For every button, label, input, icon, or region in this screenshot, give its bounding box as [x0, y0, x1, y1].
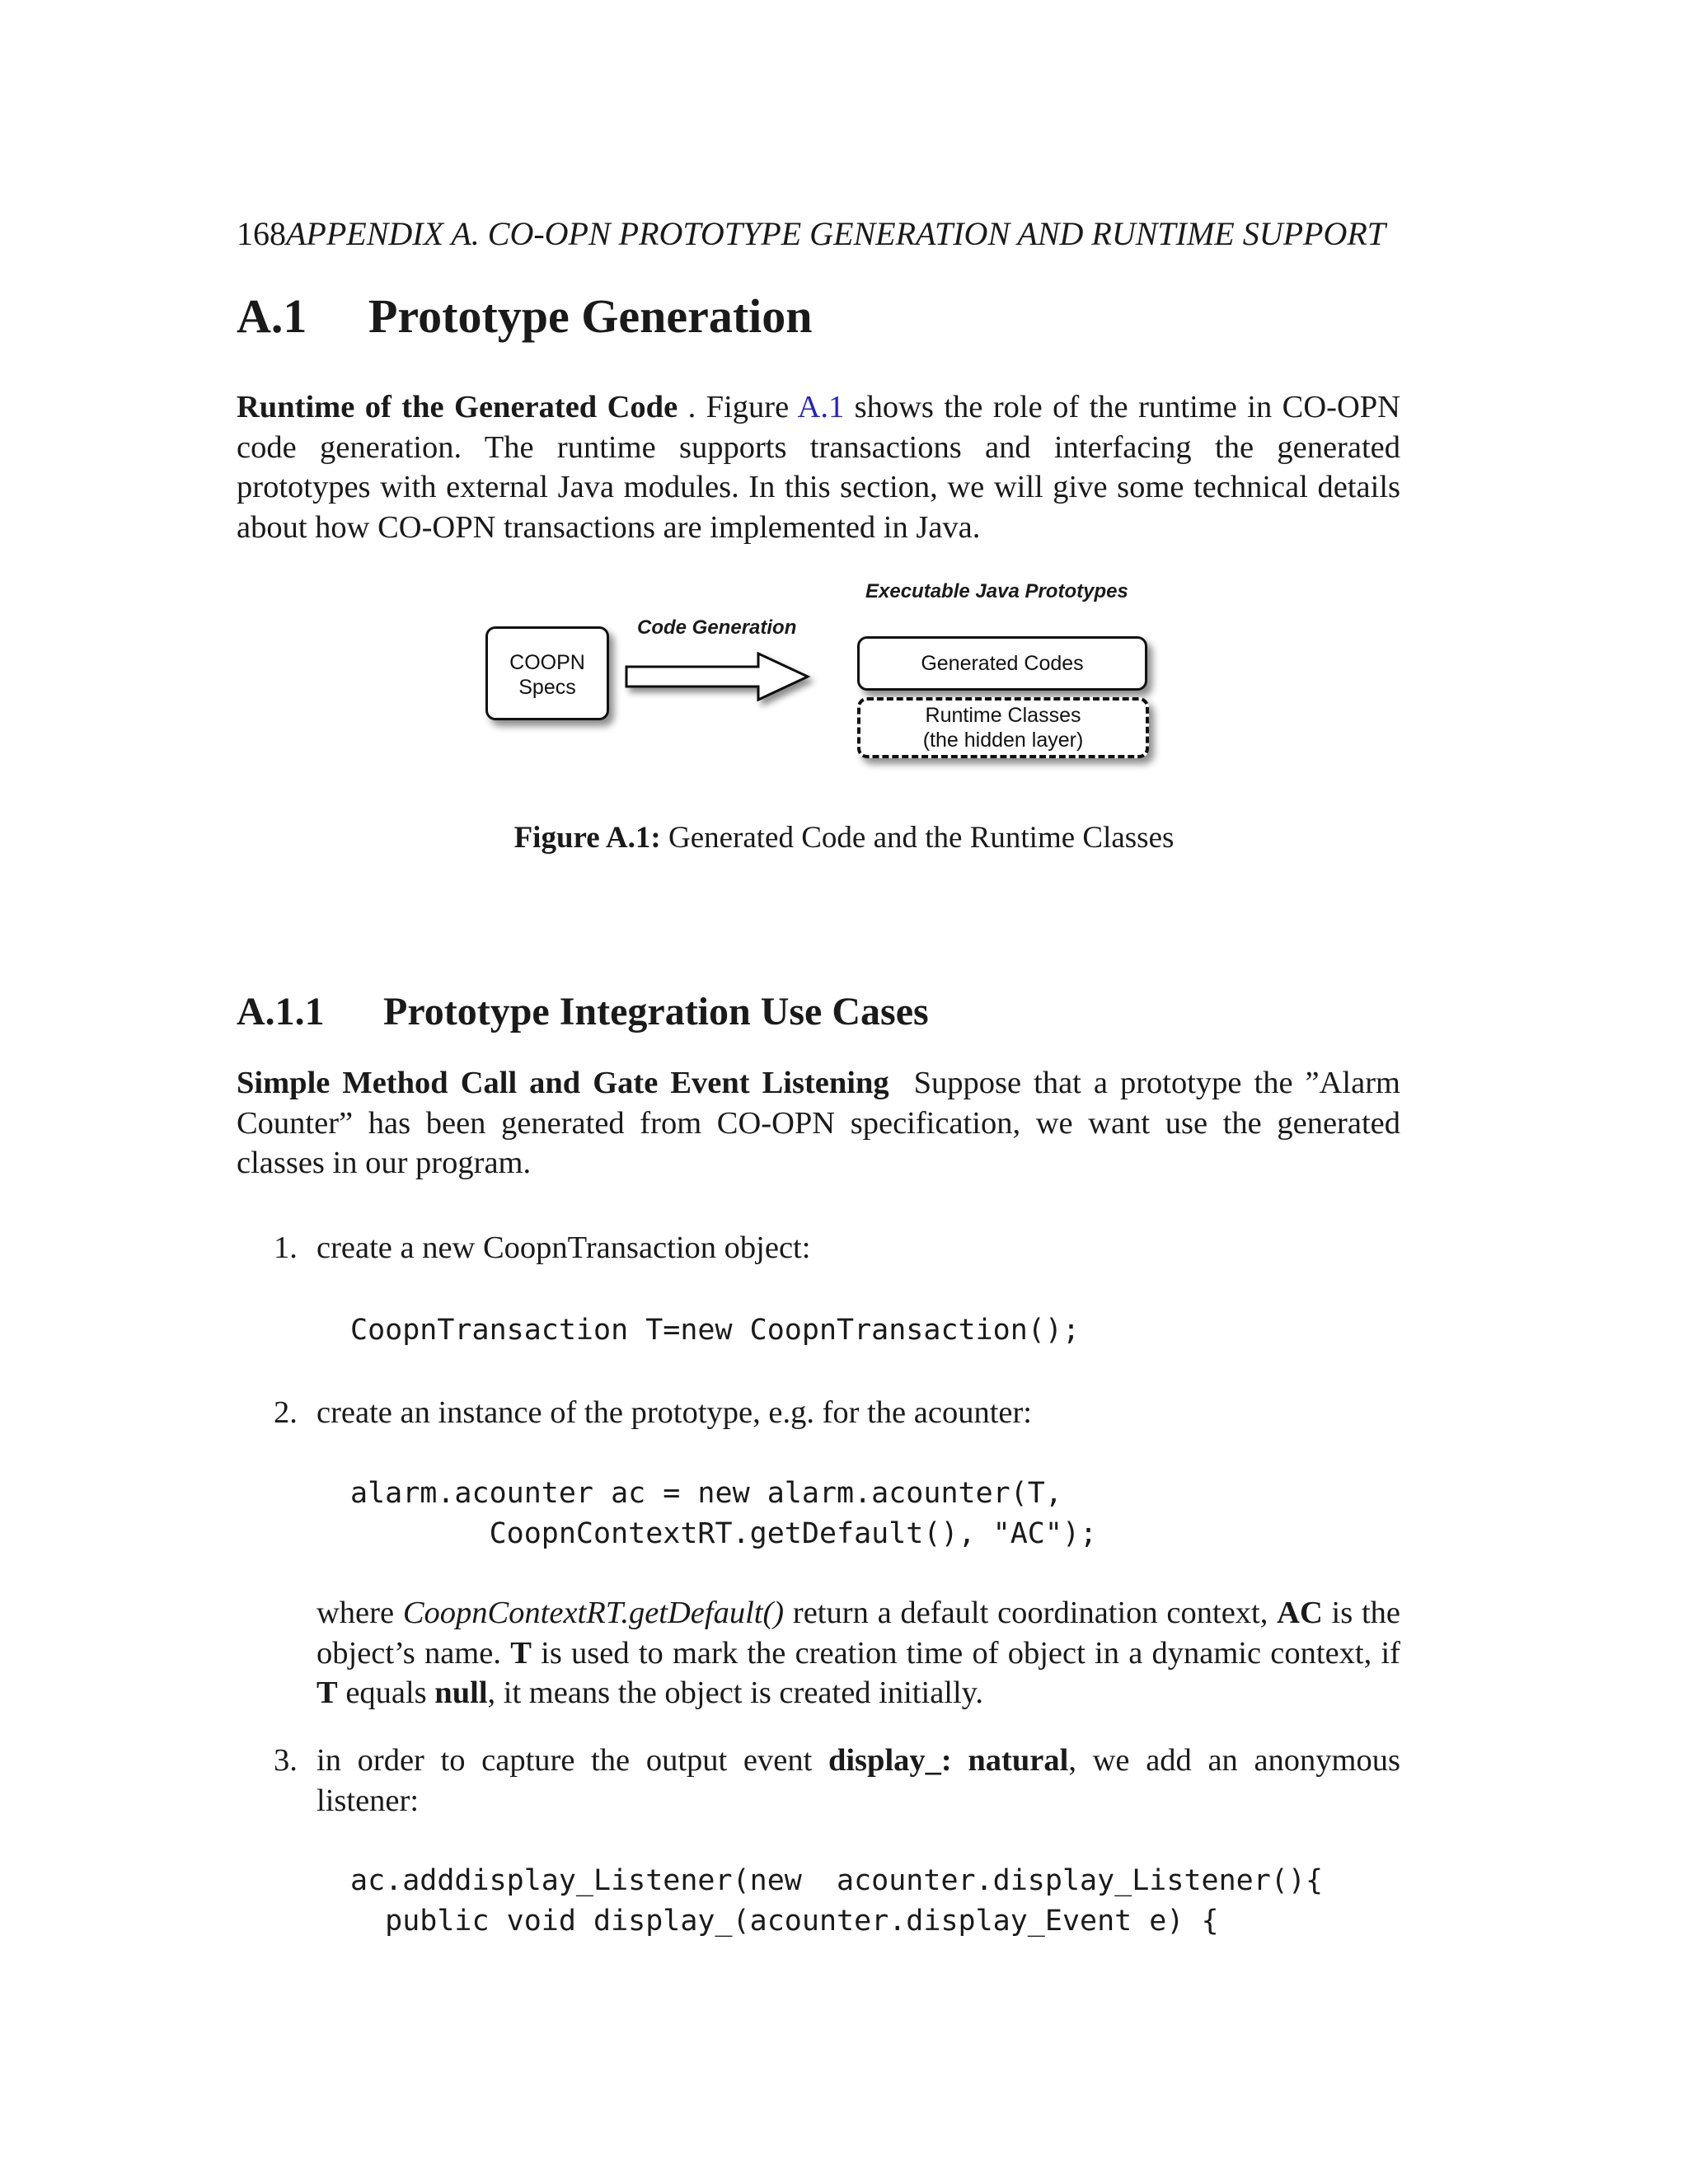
subsection-number: A.1.1 — [237, 990, 325, 1033]
list-item-1 — [237, 1228, 1400, 1268]
caption-label: Figure A.1: — [513, 821, 661, 855]
exec-label: Executable Java Prototypes — [865, 580, 1128, 602]
generated-codes-label: Generated Codes — [921, 652, 1084, 675]
where-text: is the object’s name. — [316, 1596, 1401, 1671]
where-text: is used to mark the creation time of object in a dynamic context, if — [531, 1635, 1400, 1671]
usecase-paragraph — [237, 1063, 1400, 1183]
intro-text-2: shows the role of the runtime in CO-OPN code generation. The runtime supports transactions and interfacing the generated prototypes with external Java modules. In this section, we will give some technical details about how CO-OPN transactions are implemented in Java. — [237, 390, 1400, 545]
list-item-3 — [237, 1741, 1400, 1821]
code-block-3 — [350, 1861, 1323, 1941]
code-line: alarm.acounter ac = new alarm.acounter(T, — [350, 1477, 1062, 1510]
usecase-lead: Simple Method Call and Gate Event Listening — [237, 1066, 889, 1100]
list-item-text: , we add an anonymous listener: — [316, 1743, 1400, 1818]
where-t: T — [316, 1675, 338, 1710]
where-text: , it means the object is created initially. — [487, 1675, 984, 1710]
where-t: T — [510, 1635, 532, 1671]
where-method: CoopnContextRT.getDefault() — [402, 1596, 785, 1630]
code-line: public void display_(acounter.display_Event e) { — [350, 1904, 1219, 1938]
list-marker: 3. — [274, 1743, 298, 1778]
where-paragraph — [237, 1593, 1400, 1713]
coopn-specs-box — [485, 626, 609, 720]
arrow-label: Code Generation — [637, 616, 797, 639]
list-item-text: in order to capture the output event — [316, 1743, 828, 1778]
code-line: ac.adddisplay_Listener(new acounter.display_Listener(){ — [350, 1864, 1324, 1897]
caption-text: Generated Code and the Runtime Classes — [668, 821, 1175, 855]
section-number: A.1 — [237, 289, 307, 343]
generated-codes-box — [857, 636, 1147, 691]
source-box-line1: COOPN — [509, 651, 585, 674]
source-box-line2: Specs — [518, 676, 576, 699]
running-head — [237, 214, 1514, 253]
page-number: 168 — [237, 215, 286, 252]
list-marker: 1. — [274, 1230, 298, 1265]
intro-paragraph — [237, 387, 1400, 547]
where-null: null — [434, 1675, 488, 1710]
where-text: where — [316, 1596, 403, 1630]
code-generation-arrow — [626, 647, 816, 705]
subsection-heading — [237, 989, 929, 1034]
where-ac: AC — [1277, 1596, 1323, 1630]
intro-text-1: . Figure — [678, 390, 798, 424]
runtime-box-line2: (the hidden layer) — [922, 729, 1084, 752]
where-text: equals — [337, 1675, 435, 1710]
list-marker: 2. — [274, 1395, 298, 1430]
runtime-box-line1: Runtime Classes — [925, 704, 1081, 727]
code-block-2 — [350, 1474, 1097, 1554]
figure-diagram — [462, 577, 1203, 775]
section-title: Prototype Generation — [368, 289, 813, 343]
list-item-text: create an instance of the prototype, e.g. for the acounter: — [316, 1395, 1032, 1430]
list-item-text: create a new CoopnTransaction object: — [316, 1230, 811, 1265]
running-title: APPENDIX A. CO-OPN PROTOTYPE GENERATION AND RUNTIME SUPPORT — [286, 215, 1386, 252]
usecase-text: Suppose that a prototype the ”Alarm Counter” has been generated from CO-OPN specification, we want use the generated classes in our program. — [237, 1066, 1400, 1180]
section-heading — [237, 288, 813, 344]
figure-ref-link[interactable]: A.1 — [797, 390, 845, 424]
figure-caption — [0, 820, 1688, 855]
code-block-1: CoopnTransaction T=new CoopnTransaction(); — [350, 1314, 1081, 1347]
event-name: display_: natural — [828, 1743, 1069, 1778]
list-item-2 — [237, 1393, 1400, 1433]
runtime-classes-box — [857, 697, 1149, 758]
code-line: CoopnContextRT.getDefault(), "AC"); — [350, 1516, 1098, 1550]
where-text: return a default coordination context, — [784, 1596, 1278, 1630]
subsection-title: Prototype Integration Use Cases — [383, 990, 929, 1033]
intro-lead: Runtime of the Generated Code — [237, 390, 678, 424]
